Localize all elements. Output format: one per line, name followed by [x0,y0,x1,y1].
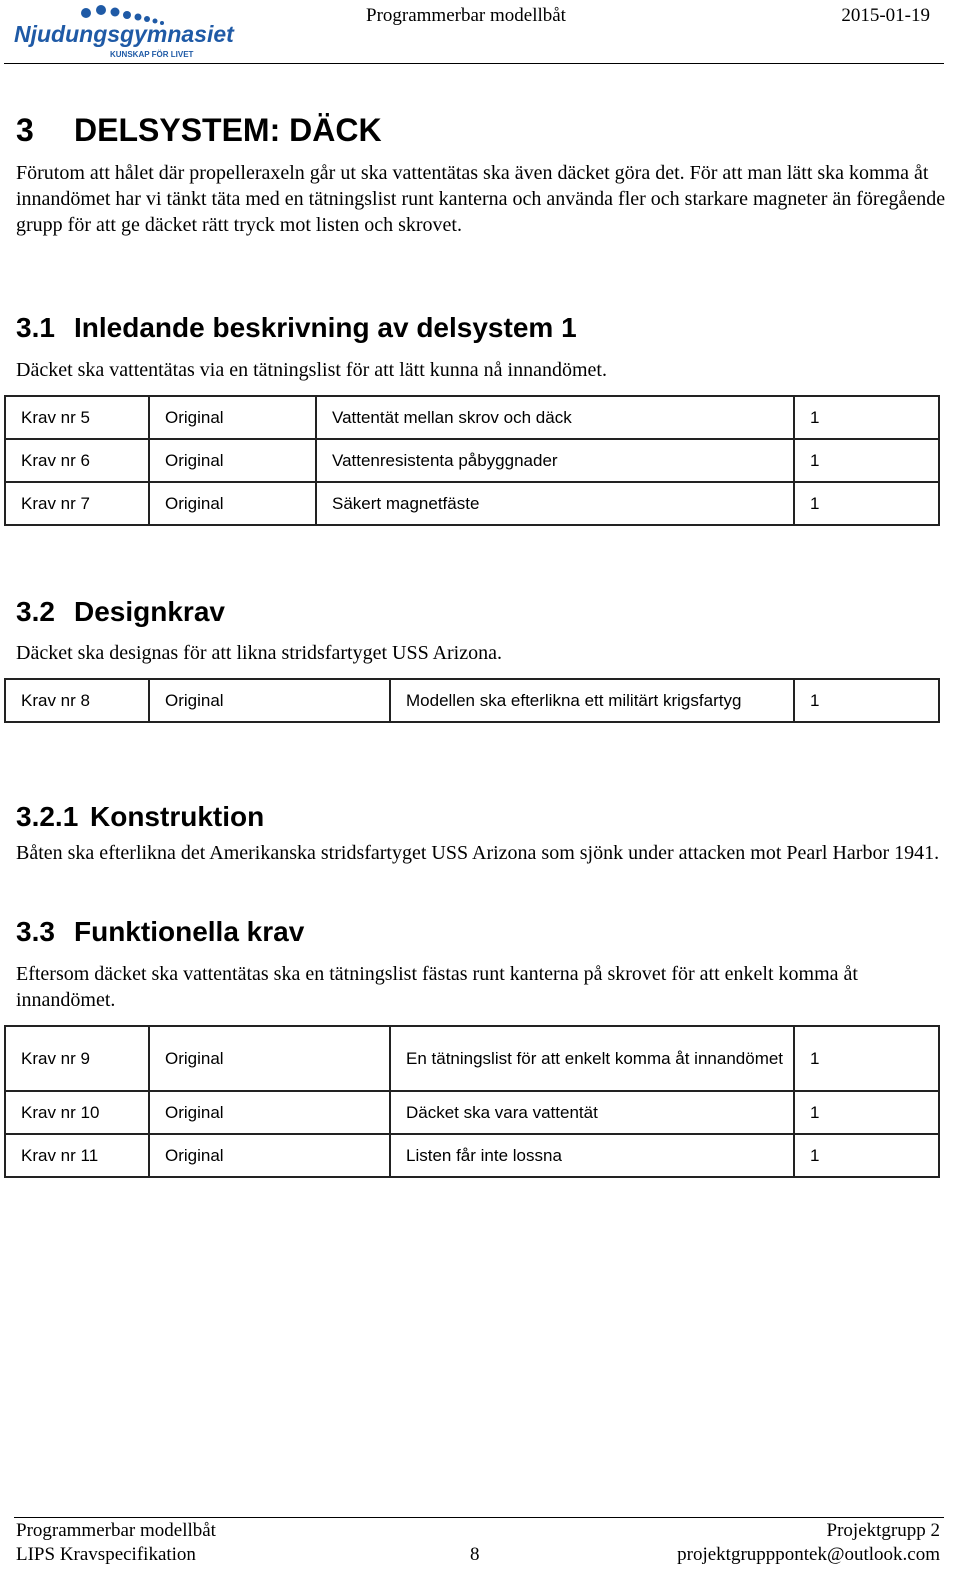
section-number: 3.3 [16,916,55,947]
header-date: 2015-01-19 [841,5,930,26]
requirements-table-3-2 [4,678,940,723]
krav-cell: Krav nr 10 [5,1091,149,1134]
priority-cell: 1 [794,439,939,482]
status-cell: Original [149,396,316,439]
priority-cell: 1 [794,1091,939,1134]
section-title: DELSYSTEM: DÄCK [74,112,382,148]
section-3-2-1-heading [16,801,264,833]
section-number: 3.1 [16,312,55,343]
status-cell: Original [149,482,316,525]
krav-cell: Krav nr 7 [5,482,149,525]
table-row [5,396,939,439]
section-3-1-paragraph: Däcket ska vattentätas via en tätningslist för att lätt kunna nå innandömet. [16,359,607,381]
section-number: 3 [16,112,34,148]
krav-cell: Krav nr 5 [5,396,149,439]
status-cell: Original [149,1026,390,1091]
table-row [5,1026,939,1091]
school-logo [14,4,234,60]
table-row [5,439,939,482]
footer-email: projektgrupppontek@outlook.com [677,1544,940,1565]
requirements-table-3-1 [4,395,940,526]
footer-group-name: Projektgrupp 2 [826,1520,940,1541]
section-number: 3.2 [16,596,55,627]
footer-page-number: 8 [470,1544,480,1565]
priority-cell: 1 [794,396,939,439]
priority-cell: 1 [794,1026,939,1091]
description-cell: En tätningslist för att enkelt komma åt innandömet [390,1026,794,1091]
section-title: Inledande beskrivning av delsystem 1 [74,312,577,343]
header-rule [4,63,944,64]
krav-cell: Krav nr 6 [5,439,149,482]
status-cell: Original [149,1134,390,1177]
table-row [5,482,939,525]
table-row [5,1134,939,1177]
status-cell: Original [149,679,390,722]
section-number: 3.2.1 [16,801,79,832]
section-title: Funktionella krav [74,916,305,947]
status-cell: Original [149,439,316,482]
krav-cell: Krav nr 11 [5,1134,149,1177]
logo-wordmark: Njudungsgymnasiet [14,21,234,47]
logo-tagline: KUNSKAP FÖR LIVET [110,50,194,59]
status-cell: Original [149,1091,390,1134]
requirements-table-3-3 [4,1025,940,1178]
priority-cell: 1 [794,679,939,722]
description-cell: Listen får inte lossna [390,1134,794,1177]
krav-cell: Krav nr 8 [5,679,149,722]
section-3-heading [16,112,382,149]
section-3-2-heading [16,596,225,628]
section-3-3-heading [16,916,304,948]
footer-rule [14,1517,944,1518]
priority-cell: 1 [794,482,939,525]
header-title: Programmerbar modellbåt [366,5,566,26]
section-3-1-heading [16,312,577,344]
section-title: Designkrav [74,596,225,627]
section-3-2-paragraph: Däcket ska designas för att likna stridsfartyget USS Arizona. [16,642,502,664]
description-cell: Vattenresistenta påbyggnader [316,439,794,482]
section-title: Konstruktion [90,801,265,832]
description-cell: Däcket ska vara vattentät [390,1091,794,1134]
section-3-3-paragraph: Eftersom däcket ska vattentätas ska en tätningslist fästas runt kanterna på skrovet för att enkelt komma åt innandömet. [16,963,858,1011]
footer-project-name: Programmerbar modellbåt [16,1520,216,1541]
table-row [5,1091,939,1134]
table-row [5,679,939,722]
description-cell: Vattentät mellan skrov och däck [316,396,794,439]
section-3-paragraph: Förutom att hålet där propelleraxeln går ut ska vattentätas ska även däcket göra det. För att man lätt ska komma åt innandömet har vi tänkt täta med en tätningslist runt kanterna och använda fler och starkare magneter än föregående grupp för att ge däcket rätt tryck mot listen och skrovet. [16,162,946,236]
krav-cell: Krav nr 9 [5,1026,149,1091]
description-cell: Säkert magnetfäste [316,482,794,525]
description-cell: Modellen ska efterlikna ett militärt krigsfartyg [390,679,794,722]
footer-document-type: LIPS Kravspecifikation [16,1544,196,1565]
section-3-2-1-paragraph: Båten ska efterlikna det Amerikanska stridsfartyget USS Arizona som sjönk under attacken mot Pearl Harbor 1941. [16,842,940,864]
priority-cell: 1 [794,1134,939,1177]
